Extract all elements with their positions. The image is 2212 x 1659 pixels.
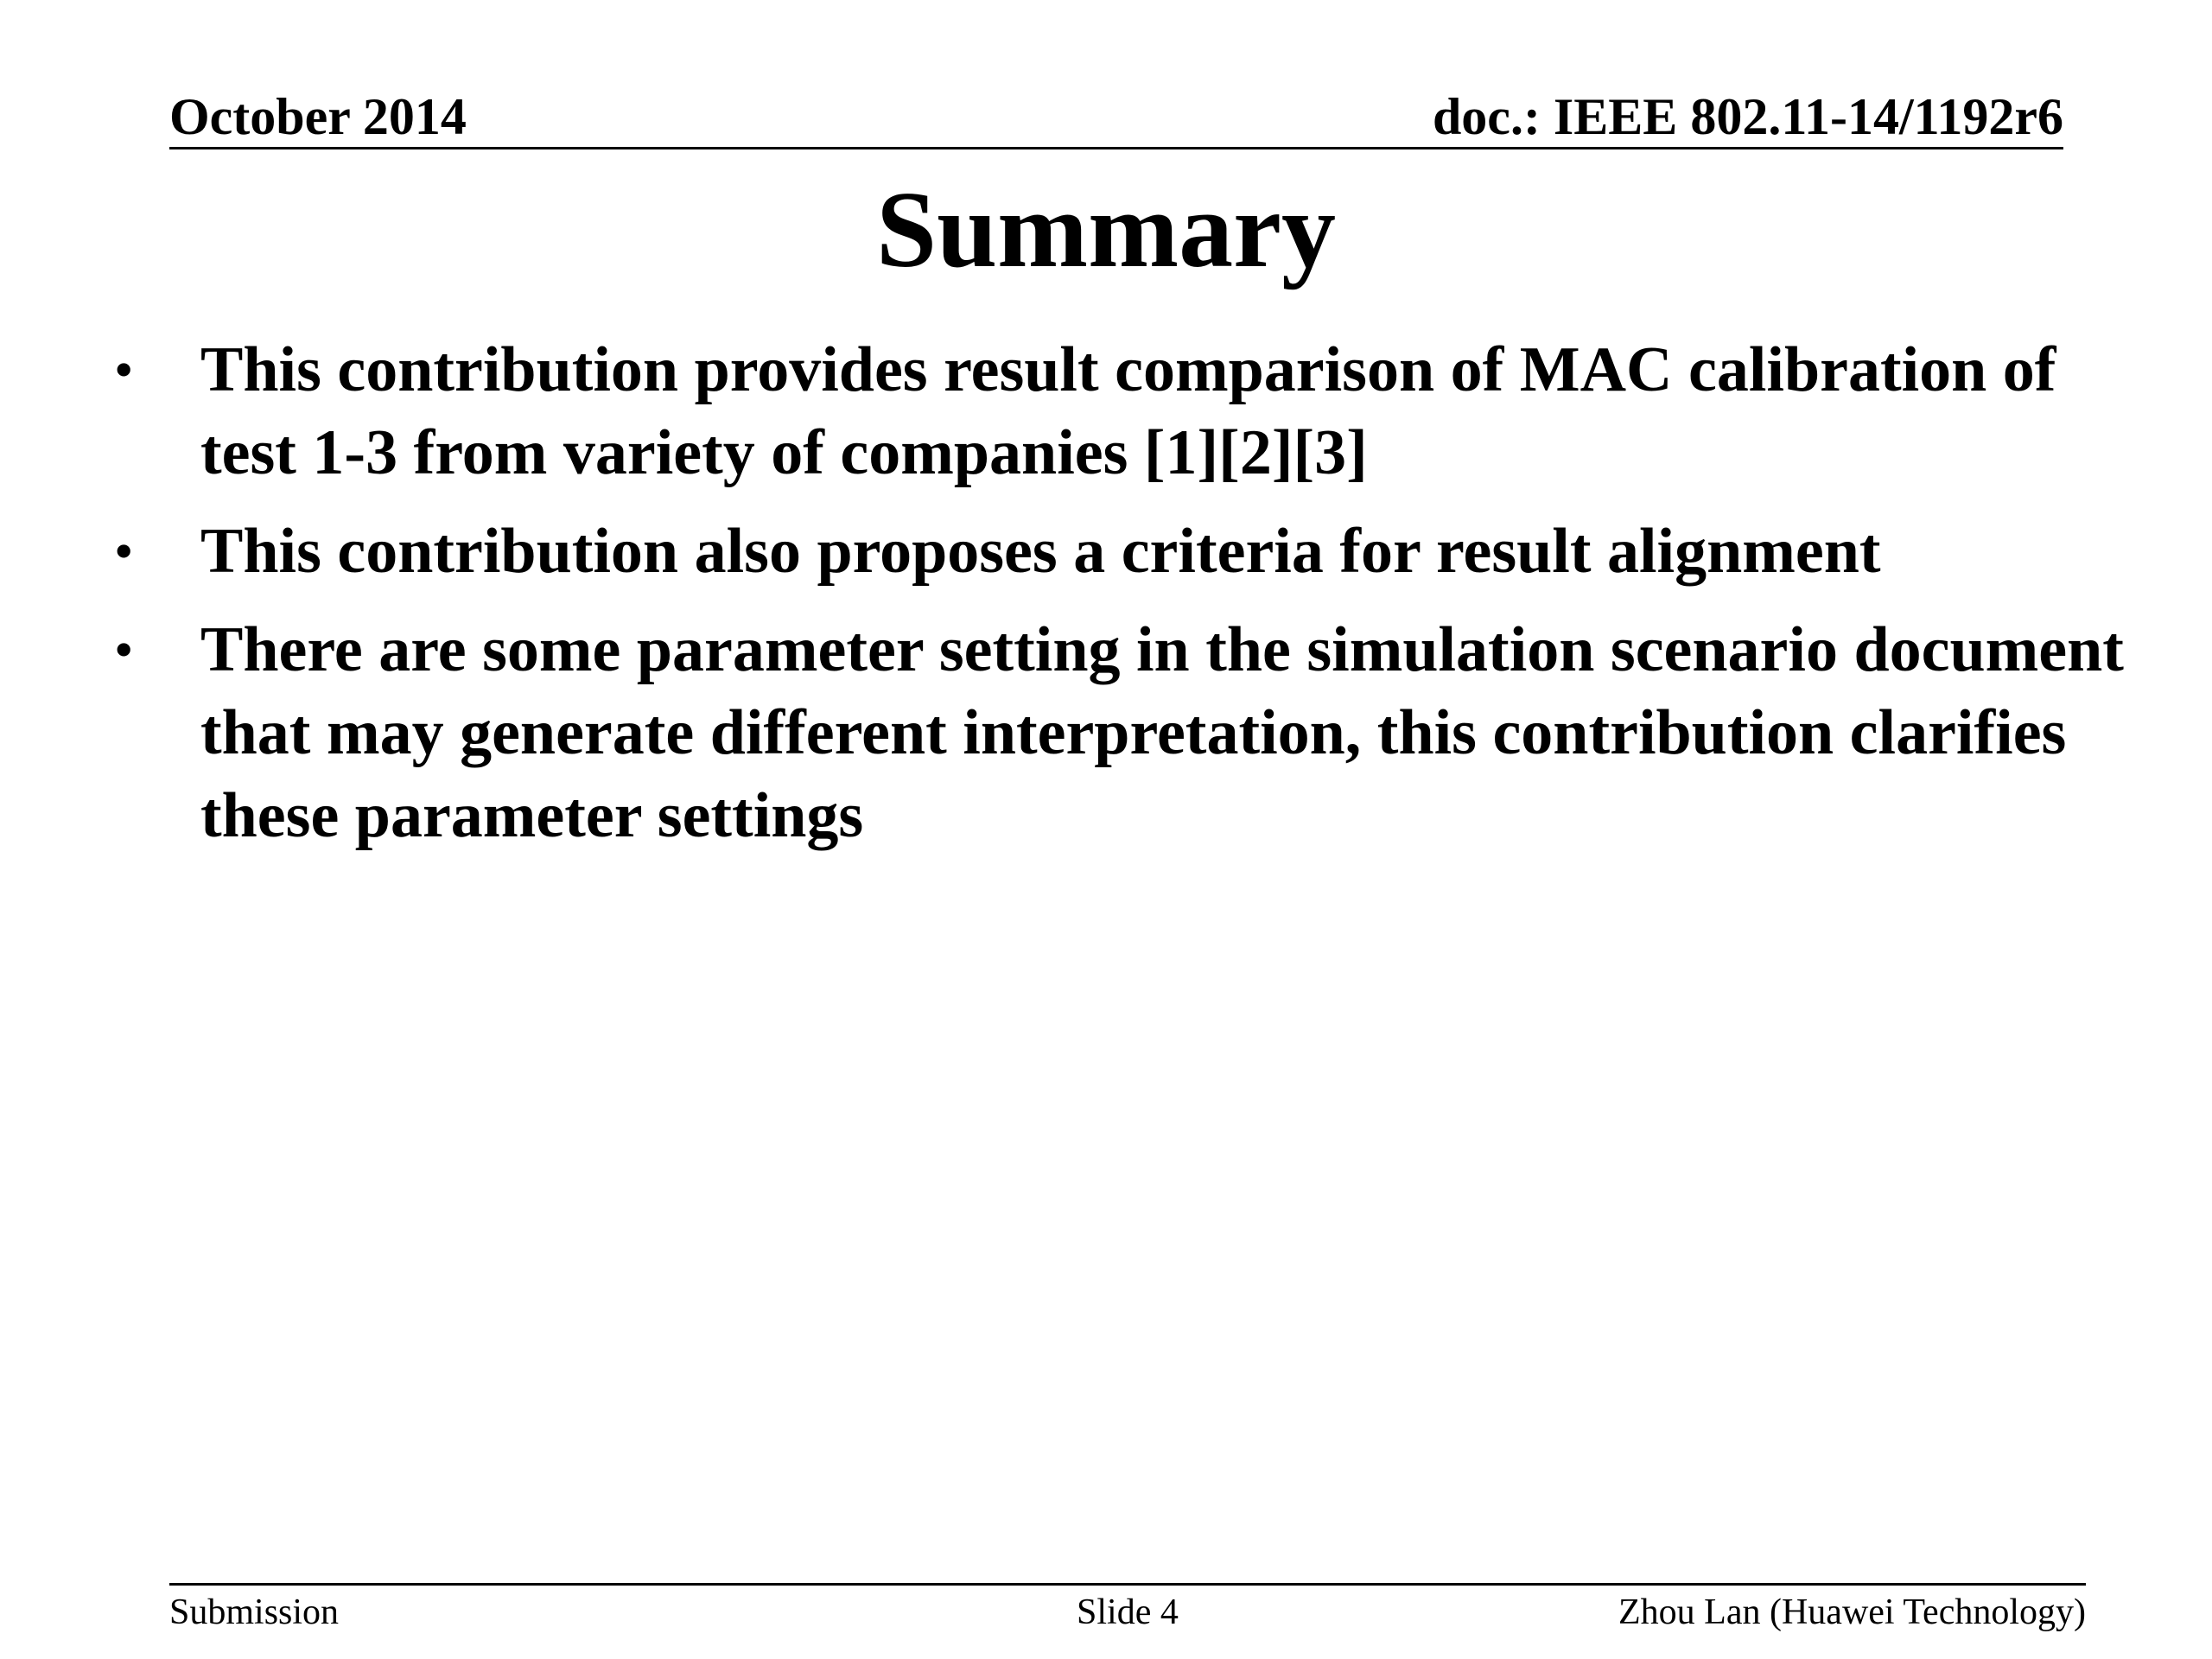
footer-divider: [169, 1583, 2086, 1586]
bullet-text: This contribution also proposes a criteria for result alignment: [200, 516, 1881, 587]
bullet-icon: •: [114, 339, 134, 400]
bullet-list: [104, 328, 2126, 873]
header-divider: [169, 147, 2063, 149]
bullet-item: [104, 510, 2126, 593]
footer-submission: Submission: [169, 1592, 340, 1632]
bullet-icon: •: [114, 520, 134, 582]
slide-title: Summary: [876, 170, 1336, 290]
footer-author: Zhou Lan (Huawei Technology): [1618, 1592, 2086, 1632]
bullet-text: This contribution provides result comparison of MAC calibration of test 1-3 from variety of companies [1][2][3]: [200, 334, 2056, 488]
bullet-text: There are some parameter setting in the simulation scenario document that may generate different interpretation, this contribution clarifies these parameter settings: [200, 614, 2124, 851]
bullet-icon: •: [114, 619, 134, 680]
bullet-item: [104, 608, 2126, 857]
bullet-item: [104, 328, 2126, 494]
header-doc-id: doc.: IEEE 802.11-14/1192r6: [1432, 88, 2063, 145]
footer-slide-number: Slide 4: [1077, 1592, 1179, 1632]
header-date: October 2014: [169, 88, 467, 145]
